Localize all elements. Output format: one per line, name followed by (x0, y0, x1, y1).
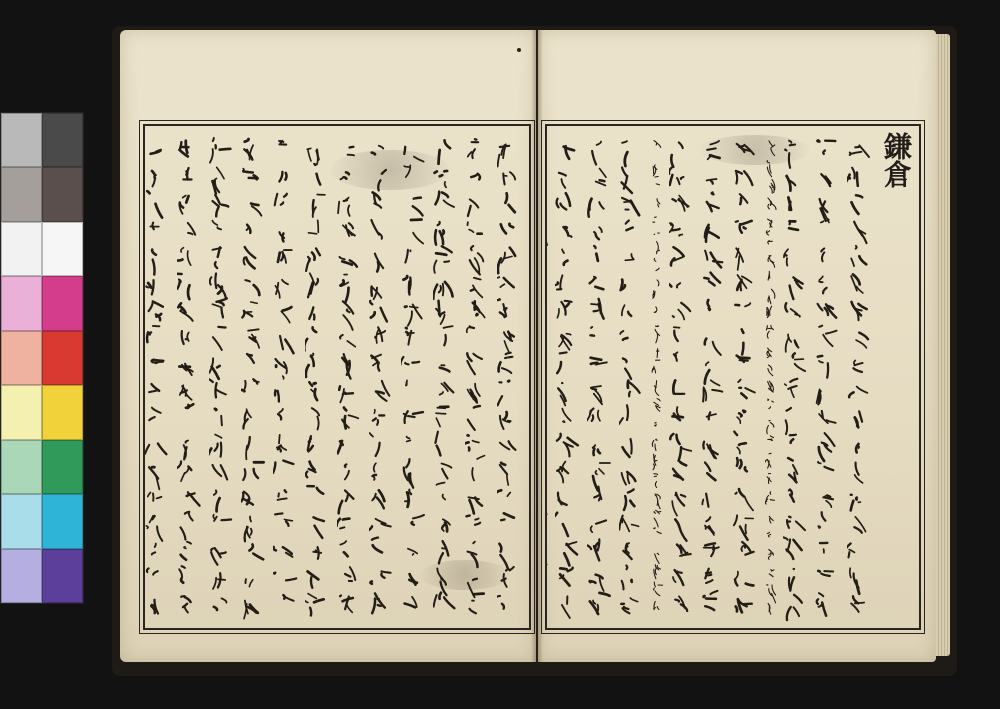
color-swatch (1, 549, 42, 603)
ink-text-column (465, 132, 491, 622)
ink-text-column (587, 132, 613, 622)
ink-text-column (273, 132, 299, 622)
ink-text-column (433, 132, 459, 622)
color-swatch (42, 385, 83, 439)
ink-text-column (497, 132, 523, 622)
ink-text-column (651, 132, 663, 622)
right-text-frame (545, 124, 921, 630)
color-swatch (42, 549, 83, 603)
ink-text-column (847, 132, 873, 622)
ink-text-column (145, 132, 171, 622)
ink-text-column (209, 132, 235, 622)
color-swatch (42, 276, 83, 330)
ink-text-column (401, 132, 427, 622)
paper-stain (420, 560, 510, 590)
color-calibration-strip (0, 112, 84, 604)
color-swatch (1, 494, 42, 548)
color-swatch (1, 331, 42, 385)
left-text-frame (143, 124, 531, 630)
color-swatch (42, 222, 83, 276)
color-swatch (42, 167, 83, 221)
ink-text-column (815, 132, 841, 622)
ink-text-column (337, 132, 363, 622)
ink-text-column (555, 132, 581, 622)
page-heading: 鎌倉 (880, 132, 913, 188)
ink-text-column (305, 132, 331, 622)
color-swatch (1, 276, 42, 330)
color-swatch (1, 113, 42, 167)
book-gutter (531, 30, 543, 662)
ink-text-column (669, 132, 695, 622)
binding-mark (517, 48, 521, 52)
color-swatch (42, 494, 83, 548)
ink-text-column (369, 132, 395, 622)
ink-text-column (545, 132, 549, 622)
paper-stain (330, 150, 450, 190)
color-swatch (42, 113, 83, 167)
color-swatch (42, 440, 83, 494)
paper-stain (700, 135, 810, 165)
ink-text-column (733, 132, 759, 622)
color-swatch (42, 331, 83, 385)
ink-text-column (177, 132, 203, 622)
ink-text-column (701, 132, 727, 622)
ink-text-column (241, 132, 267, 622)
color-swatch (1, 440, 42, 494)
left-text-columns (151, 132, 523, 622)
ink-text-column (765, 132, 777, 622)
ink-text-column (783, 132, 809, 622)
color-swatch (1, 222, 42, 276)
page-edges (936, 34, 950, 656)
color-swatch (1, 385, 42, 439)
color-swatch (1, 167, 42, 221)
ink-text-column (619, 132, 645, 622)
right-text-columns (553, 132, 913, 622)
